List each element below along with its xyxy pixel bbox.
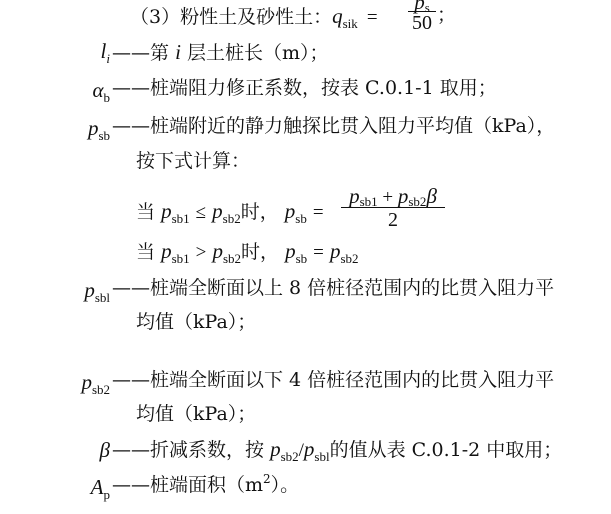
- equals-sign: =: [366, 7, 378, 28]
- term-p-sb2: [46, 370, 110, 397]
- var-i: i: [175, 40, 181, 64]
- formula-case-gt: [136, 239, 359, 266]
- when-word: 当: [136, 241, 156, 263]
- symbol-l: l: [100, 39, 107, 63]
- fraction-ps-over-50: [408, 0, 436, 34]
- formula-line-silty-sand: [130, 4, 381, 31]
- plus-sign: +: [382, 187, 394, 208]
- formula-case-le: [136, 199, 324, 226]
- definition-p-sb2: [112, 371, 554, 390]
- p-sb2-sub: sb2: [222, 251, 241, 266]
- p-sb-sub: sb: [295, 211, 307, 226]
- definition-p-sb2-cont: 均值（kPa）；: [136, 403, 257, 425]
- symbol-alpha-sub: b: [103, 90, 110, 105]
- def-text: 桩端全断面以上 8 倍桩径范围内的比贯入阻力平: [150, 277, 555, 299]
- definition-p-sbl-cont: 均值（kPa）；: [136, 311, 257, 333]
- definition-p-sb: [112, 117, 555, 136]
- when-word: 当: [136, 201, 156, 223]
- definition-p-sb-cont: 按下式计算：: [136, 150, 251, 172]
- fraction-mean: [341, 185, 445, 232]
- def-text: 桩端附近的静力触探比贯入阻力平均值（kPa），: [150, 115, 556, 137]
- le-sign: ≤: [195, 202, 207, 223]
- symbol-p: p: [87, 116, 99, 140]
- p-sb-sub: sb: [295, 251, 308, 266]
- gt-sign: >: [195, 242, 207, 263]
- em-dash: ——: [112, 369, 150, 391]
- symbol-q-sub: sik: [342, 16, 358, 31]
- em-dash: ——: [112, 474, 150, 496]
- line1-suffix: ；: [437, 4, 457, 26]
- p-sb1-sub: sb1: [171, 211, 190, 226]
- term-p-sbl: [46, 278, 110, 305]
- p-sb: p: [285, 239, 296, 263]
- term-A-p: [60, 475, 110, 502]
- symbol-alpha: α: [92, 78, 104, 102]
- em-dash: ——: [112, 42, 150, 64]
- em-dash: ——: [112, 277, 150, 299]
- p-sb1: p: [161, 199, 172, 223]
- def-text-1: 桩端面积（m: [150, 474, 264, 496]
- line-prefix: （3）粉性土及砂性土：: [130, 6, 333, 28]
- p-sb2-result-sub: sb2: [340, 251, 359, 266]
- p-sbl-sub: sbl: [314, 449, 330, 464]
- term-beta: [60, 440, 110, 461]
- shi-word: 时，: [241, 241, 280, 263]
- num-beta: β: [426, 184, 437, 208]
- p-sb: p: [284, 199, 296, 223]
- def-text-1: 折减系数，按: [150, 439, 265, 461]
- symbol-A: A: [90, 475, 104, 499]
- symbol-q: q: [332, 4, 343, 28]
- symbol-p-sub: sbl: [94, 290, 110, 305]
- equals-sign: =: [313, 242, 324, 263]
- p-sb2-result: p: [329, 239, 341, 263]
- num-p-sb1-sub: sb1: [359, 194, 378, 209]
- equals-sign: =: [312, 202, 324, 223]
- shi-word: 时，: [240, 201, 279, 223]
- frac-num-sub: s: [424, 0, 430, 15]
- frac-den: 50: [412, 12, 432, 34]
- def-text: 桩端全断面以下 4 倍桩径范围内的比贯入阻力平: [150, 369, 555, 391]
- frac-num-p: p: [414, 0, 425, 14]
- symbol-A-sub: p: [103, 487, 110, 502]
- definition-li: [112, 42, 328, 63]
- symbol-p: p: [84, 278, 95, 302]
- def-text-2: 的值从表 C.0.1-2 中取用；: [329, 439, 563, 461]
- p-sb2: p: [212, 239, 223, 263]
- def-text-1: 第: [150, 42, 170, 64]
- superscript-2: 2: [263, 472, 271, 486]
- slash: /: [298, 440, 304, 461]
- definition-p-sbl: [112, 279, 554, 298]
- p-sb1: p: [161, 239, 172, 263]
- p-sb1-sub: sb1: [171, 251, 190, 266]
- definition-alpha-b: [112, 79, 497, 98]
- symbol-beta: β: [99, 438, 110, 462]
- term-alpha-b: [60, 78, 110, 105]
- def-text-2: 层土桩长（m）；: [186, 42, 329, 64]
- frac-den: 2: [388, 209, 398, 231]
- term-p-sb: [52, 116, 110, 143]
- p-sb2: p: [212, 199, 223, 223]
- symbol-l-sub: i: [106, 51, 110, 66]
- def-text: 桩端阻力修正系数，按表 C.0.1-1 取用；: [150, 77, 497, 99]
- definition-A-p: [112, 472, 300, 496]
- p-sb2: p: [270, 437, 281, 461]
- term-li: [60, 39, 110, 66]
- p-sb2-sub: sb2: [280, 449, 299, 464]
- def-text-2: ）。: [270, 474, 300, 496]
- symbol-p-sub: sb2: [91, 382, 110, 397]
- symbol-p-sub: sb: [98, 128, 110, 143]
- num-p-sb2-sub: sb2: [408, 194, 427, 209]
- p-sb2-sub: sb2: [222, 211, 241, 226]
- num-p-sb2: p: [397, 184, 409, 208]
- p-sbl: p: [303, 437, 315, 461]
- definition-beta: [112, 437, 563, 464]
- num-p-sb1: p: [349, 184, 360, 208]
- em-dash: ——: [112, 115, 150, 137]
- em-dash: ——: [112, 77, 150, 99]
- em-dash: ——: [112, 439, 150, 461]
- symbol-p: p: [81, 370, 92, 394]
